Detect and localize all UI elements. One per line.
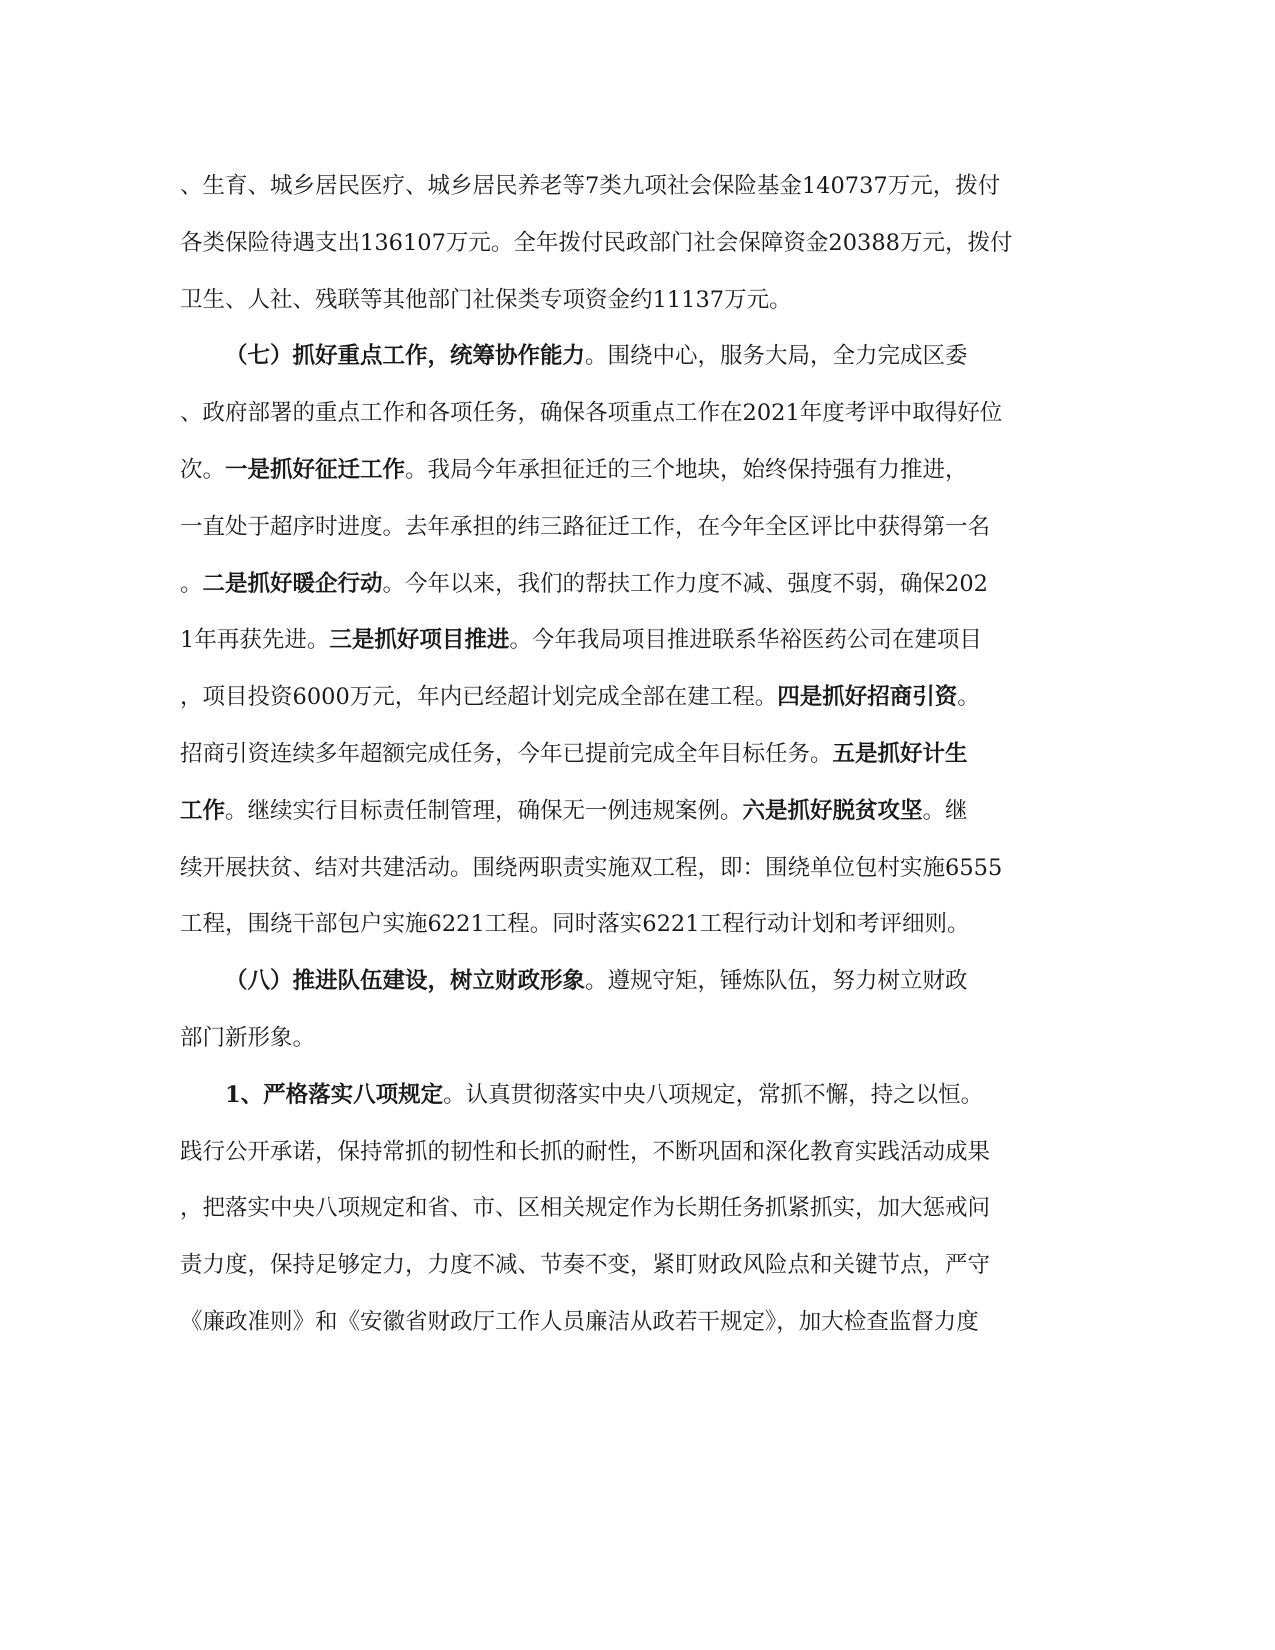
document-page [180, 158, 1040, 1351]
text-line: 、生育、城乡居民医疗、城乡居民养老等7类九项社会保险基金140737万元，拨付 [180, 173, 1001, 199]
text-line: 卫生、人社、残联等其他部门社保类专项资金约11137万元。 [180, 286, 792, 313]
bold-phrase: 五是抓好计生 [832, 740, 968, 767]
text-line: 1年再获先进。三是抓好项目推进。今年我局项目推进联系华裕医药公司在建项目 [180, 627, 982, 654]
bold-phrase: 四是抓好招商引资 [777, 684, 958, 711]
bold-phrase: 三是抓好项目推进 [329, 627, 510, 654]
bold-phrase: 六是抓好脱贫攻坚 [742, 797, 923, 824]
section-heading-line: （八）推进队伍建设，树立财政形象。遵规守矩，锤炼队伍，努力树立财政 [225, 968, 968, 995]
text-line: ，项目投资6000万元，年内已经超计划完成全部在建工程。四是抓好招商引资。 [180, 684, 980, 711]
subsection-heading-line: 1、严格落实八项规定。认真贯彻落实中央八项规定，常抓不懈，持之以恒。 [225, 1081, 984, 1108]
text-line: ，把落实中央八项规定和省、市、区相关规定作为长期任务抓紧抓实，加大惩戒问 [180, 1195, 991, 1222]
text-line: 一直处于超序时进度。去年承担的纬三路征迁工作，在今年全区评比中获得第一名 [180, 513, 991, 540]
section-heading-line: （七）抓好重点工作，统筹协作能力。围绕中心，服务大局，全力完成区委 [225, 343, 968, 370]
text-line: 工程，围绕干部包户实施6221工程。同时落实6221工程行动计划和考评细则。 [180, 911, 970, 938]
bold-phrase: 一是抓好征迁工作 [225, 456, 406, 483]
text-line: 践行公开承诺，保持常抓的韧性和长抓的耐性，不断巩固和深化教育实践活动成果 [180, 1138, 991, 1165]
text-line: 次。一是抓好征迁工作。我局今年承担征迁的三个地块，始终保持强有力推进， [180, 456, 968, 483]
text-line: 各类保险待遇支出136107万元。全年拨付民政部门社会保障资金20388万元，拨付 [180, 229, 1013, 256]
text-line: 。二是抓好暖企行动。今年以来，我们的帮扶工作力度不减、强度不弱，确保202 [180, 570, 988, 597]
text-line: 部门新形象。 [180, 1024, 316, 1051]
section-heading: （七）抓好重点工作，统筹协作能力 [225, 343, 586, 370]
text-line: 招商引资连续多年超额完成任务，今年已提前完成全年目标任务。五是抓好计生 [180, 740, 968, 767]
bold-phrase: 二是抓好暖企行动 [202, 570, 383, 597]
section-heading: （八）推进队伍建设，树立财政形象 [225, 968, 586, 995]
text-line: 责力度，保持足够定力，力度不减、节奏不变，紧盯财政风险点和关键节点，严守 [180, 1252, 991, 1279]
text-line: 续开展扶贫、结对共建活动。围绕两职责实施双工程，即：围绕单位包村实施6555 [180, 854, 1003, 881]
text-line: 、政府部署的重点工作和各项任务，确保各项重点工作在2021年度考评中取得好位 [180, 400, 1003, 427]
bold-phrase: 工作 [180, 797, 226, 824]
subsection-heading: 1、严格落实八项规定 [225, 1081, 444, 1108]
text-line: 工作。继续实行目标责任制管理，确保无一例违规案例。六是抓好脱贫攻坚。继 [180, 797, 968, 824]
text-line: 《廉政准则》和《安徽省财政厅工作人员廉洁从政若干规定》，加大检查监督力度 [180, 1308, 979, 1335]
